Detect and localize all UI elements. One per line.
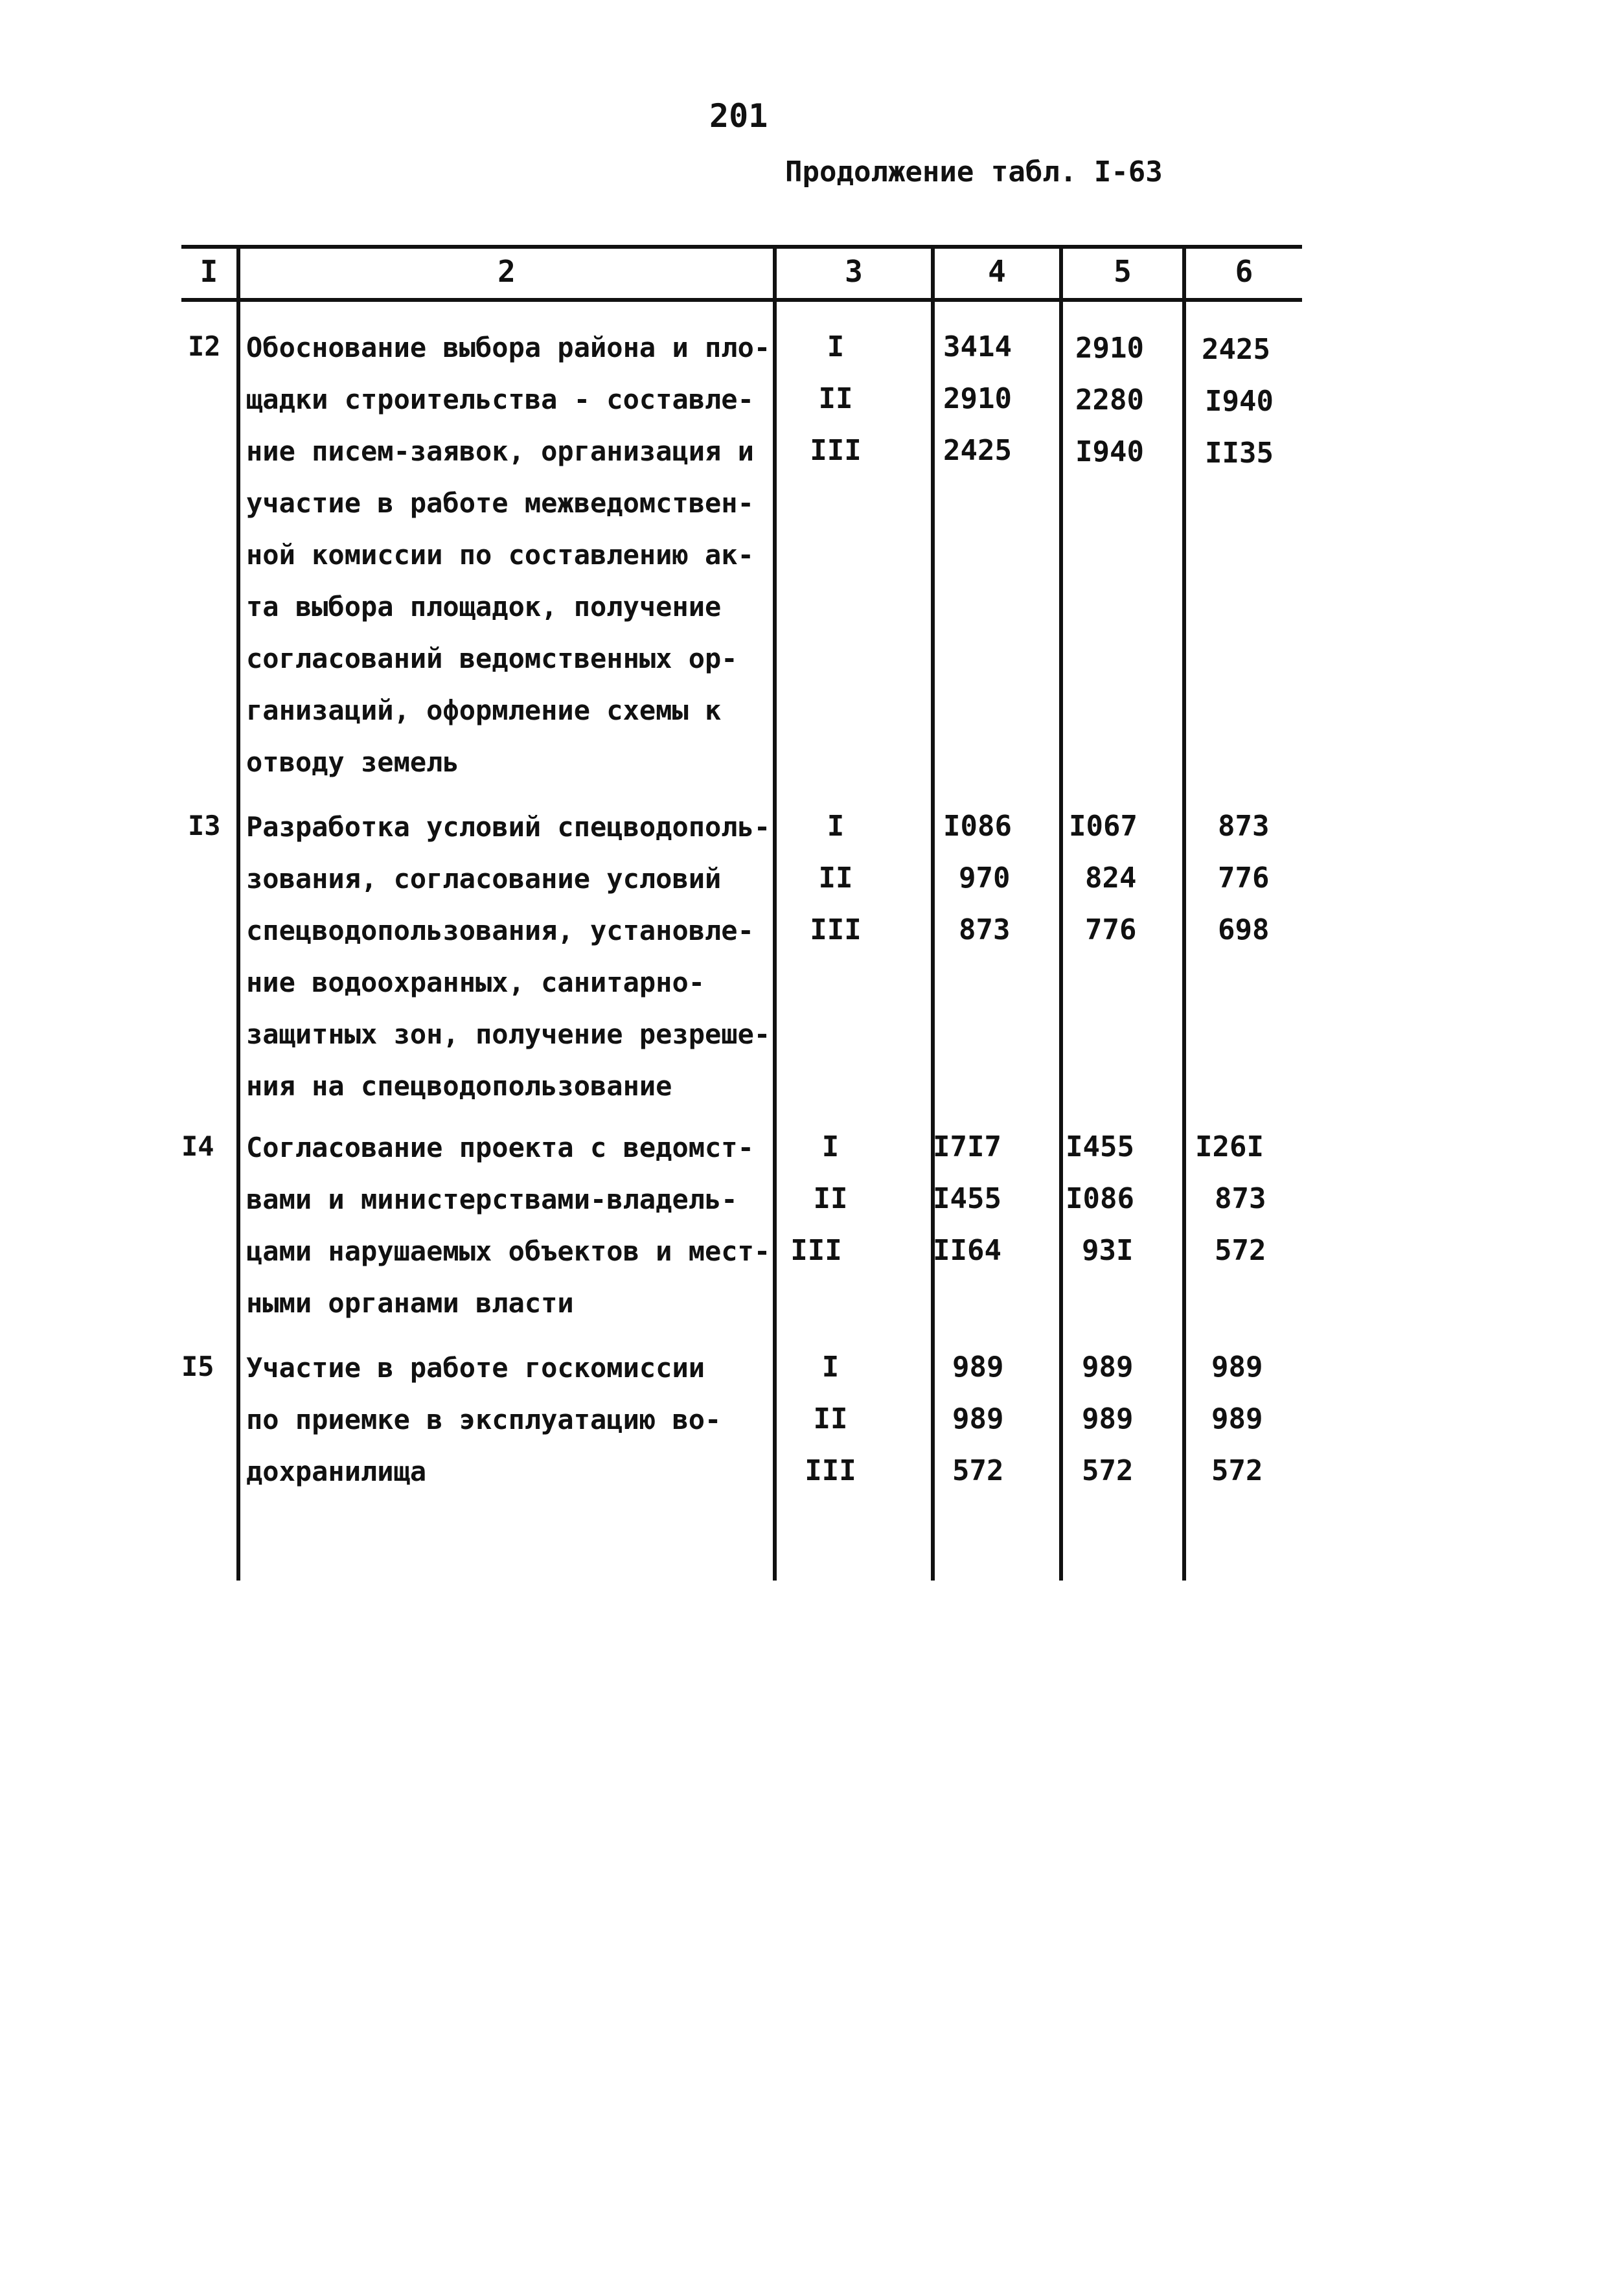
category-cell: I — [827, 330, 845, 363]
value-cell-col4: I086 — [943, 810, 1012, 843]
value-cell-col6: 873 — [1215, 1182, 1266, 1215]
value-cell-col5: I086 — [1066, 1182, 1134, 1215]
category-cell: I — [821, 1130, 840, 1163]
row-description-line: зования, согласование условий — [246, 863, 722, 895]
value-cell-col5: I067 — [1069, 810, 1138, 843]
row-description-line: ганизаций, оформление схемы к — [246, 694, 722, 726]
row-description-line: спецводопользования, установле- — [246, 915, 754, 946]
category-cell: III — [810, 913, 862, 946]
category-cell: II — [813, 1182, 848, 1215]
column-divider — [931, 245, 935, 1581]
row-description-line: Обоснование выбора района и пло- — [246, 332, 771, 363]
value-cell-col6: 776 — [1218, 862, 1270, 895]
value-cell-col6: I26I — [1195, 1130, 1264, 1163]
column-divider — [773, 245, 777, 1581]
value-cell-col4: 572 — [952, 1454, 1004, 1487]
page-number: 201 — [709, 97, 768, 135]
value-cell-col6: 2425 — [1202, 333, 1270, 366]
value-cell-col4: I455 — [933, 1182, 1001, 1215]
value-cell-col5: 989 — [1082, 1351, 1134, 1384]
value-cell-col6: 572 — [1211, 1454, 1263, 1487]
row-description-line: щадки строительства - составле- — [246, 383, 754, 415]
row-description-line: по приемке в эксплуатацию во- — [246, 1404, 722, 1435]
value-cell-col4: II64 — [933, 1234, 1001, 1267]
row-description-line: отводу земель — [246, 746, 459, 778]
table-header-rule — [181, 298, 1302, 302]
value-cell-col6: 989 — [1211, 1351, 1263, 1384]
column-divider — [1182, 245, 1186, 1581]
value-cell-col6: 572 — [1215, 1234, 1266, 1267]
value-cell-col5: 93I — [1082, 1234, 1134, 1267]
row-number: I2 — [188, 330, 221, 362]
value-cell-col6: 873 — [1218, 810, 1270, 843]
row-description-line: Согласование проекта с ведомст- — [246, 1132, 754, 1163]
value-cell-col5: 824 — [1085, 862, 1137, 895]
value-cell-col6: II35 — [1205, 437, 1274, 470]
value-cell-col4: 989 — [952, 1351, 1004, 1384]
column-divider — [236, 245, 240, 1581]
row-description-line: ние писем-заявок, организация и — [246, 435, 754, 467]
row-description-line: дохранилища — [246, 1456, 427, 1487]
value-cell-col5: 2280 — [1075, 383, 1144, 417]
category-cell: II — [818, 382, 853, 415]
column-divider — [1059, 245, 1063, 1581]
row-number: I5 — [181, 1351, 214, 1382]
value-cell-col4: 970 — [959, 862, 1011, 895]
table-top-rule — [181, 245, 1302, 249]
header-col-3: 3 — [845, 254, 863, 289]
row-description-line: ными органами власти — [246, 1287, 574, 1319]
row-description-line: цами нарушаемых объектов и мест- — [246, 1235, 771, 1267]
header-col-5: 5 — [1114, 254, 1132, 289]
value-cell-col5: I455 — [1066, 1130, 1134, 1163]
value-cell-col4: I7I7 — [933, 1130, 1001, 1163]
value-cell-col5: 776 — [1085, 913, 1137, 946]
value-cell-col6: I940 — [1205, 385, 1274, 418]
row-description-line: вами и министерствами-владель- — [246, 1183, 738, 1215]
header-col-6: 6 — [1235, 254, 1253, 289]
row-description-line: участие в работе межведомствен- — [246, 487, 754, 519]
row-description-line: ния на спецводопользование — [246, 1070, 672, 1102]
row-description-line: Разработка условий спецводополь- — [246, 811, 771, 843]
table-continuation-caption: Продолжение табл. I-63 — [785, 155, 1163, 188]
category-cell: III — [790, 1234, 842, 1267]
category-cell: II — [818, 862, 853, 895]
row-description-line: согласований ведомственных ор- — [246, 643, 738, 674]
header-col-4: 4 — [988, 254, 1006, 289]
value-cell-col5: 989 — [1082, 1402, 1134, 1435]
header-col-1: I — [200, 254, 218, 289]
row-number: I4 — [181, 1130, 214, 1162]
value-cell-col4: 873 — [959, 913, 1011, 946]
value-cell-col4: 2425 — [943, 434, 1012, 467]
value-cell-col4: 989 — [952, 1402, 1004, 1435]
header-col-2: 2 — [497, 254, 516, 289]
value-cell-col5: 2910 — [1075, 332, 1144, 365]
value-cell-col5: 572 — [1082, 1454, 1134, 1487]
row-number: I3 — [188, 810, 221, 841]
row-description-line: та выбора площадок, получение — [246, 591, 722, 622]
value-cell-col4: 3414 — [943, 330, 1012, 363]
value-cell-col6: 989 — [1211, 1402, 1263, 1435]
category-cell: III — [805, 1454, 856, 1487]
value-cell-col5: I940 — [1075, 435, 1144, 468]
category-cell: I — [821, 1351, 840, 1384]
category-cell: III — [810, 434, 862, 467]
category-cell: I — [827, 810, 845, 843]
row-description-line: защитных зон, получение резреше- — [246, 1018, 771, 1050]
value-cell-col4: 2910 — [943, 382, 1012, 415]
category-cell: II — [813, 1402, 848, 1435]
row-description-line: ние водоохранных, санитарно- — [246, 966, 705, 998]
value-cell-col6: 698 — [1218, 913, 1270, 946]
row-description-line: ной комиссии по составлению ак- — [246, 539, 754, 571]
row-description-line: Участие в работе госкомиссии — [246, 1352, 705, 1384]
